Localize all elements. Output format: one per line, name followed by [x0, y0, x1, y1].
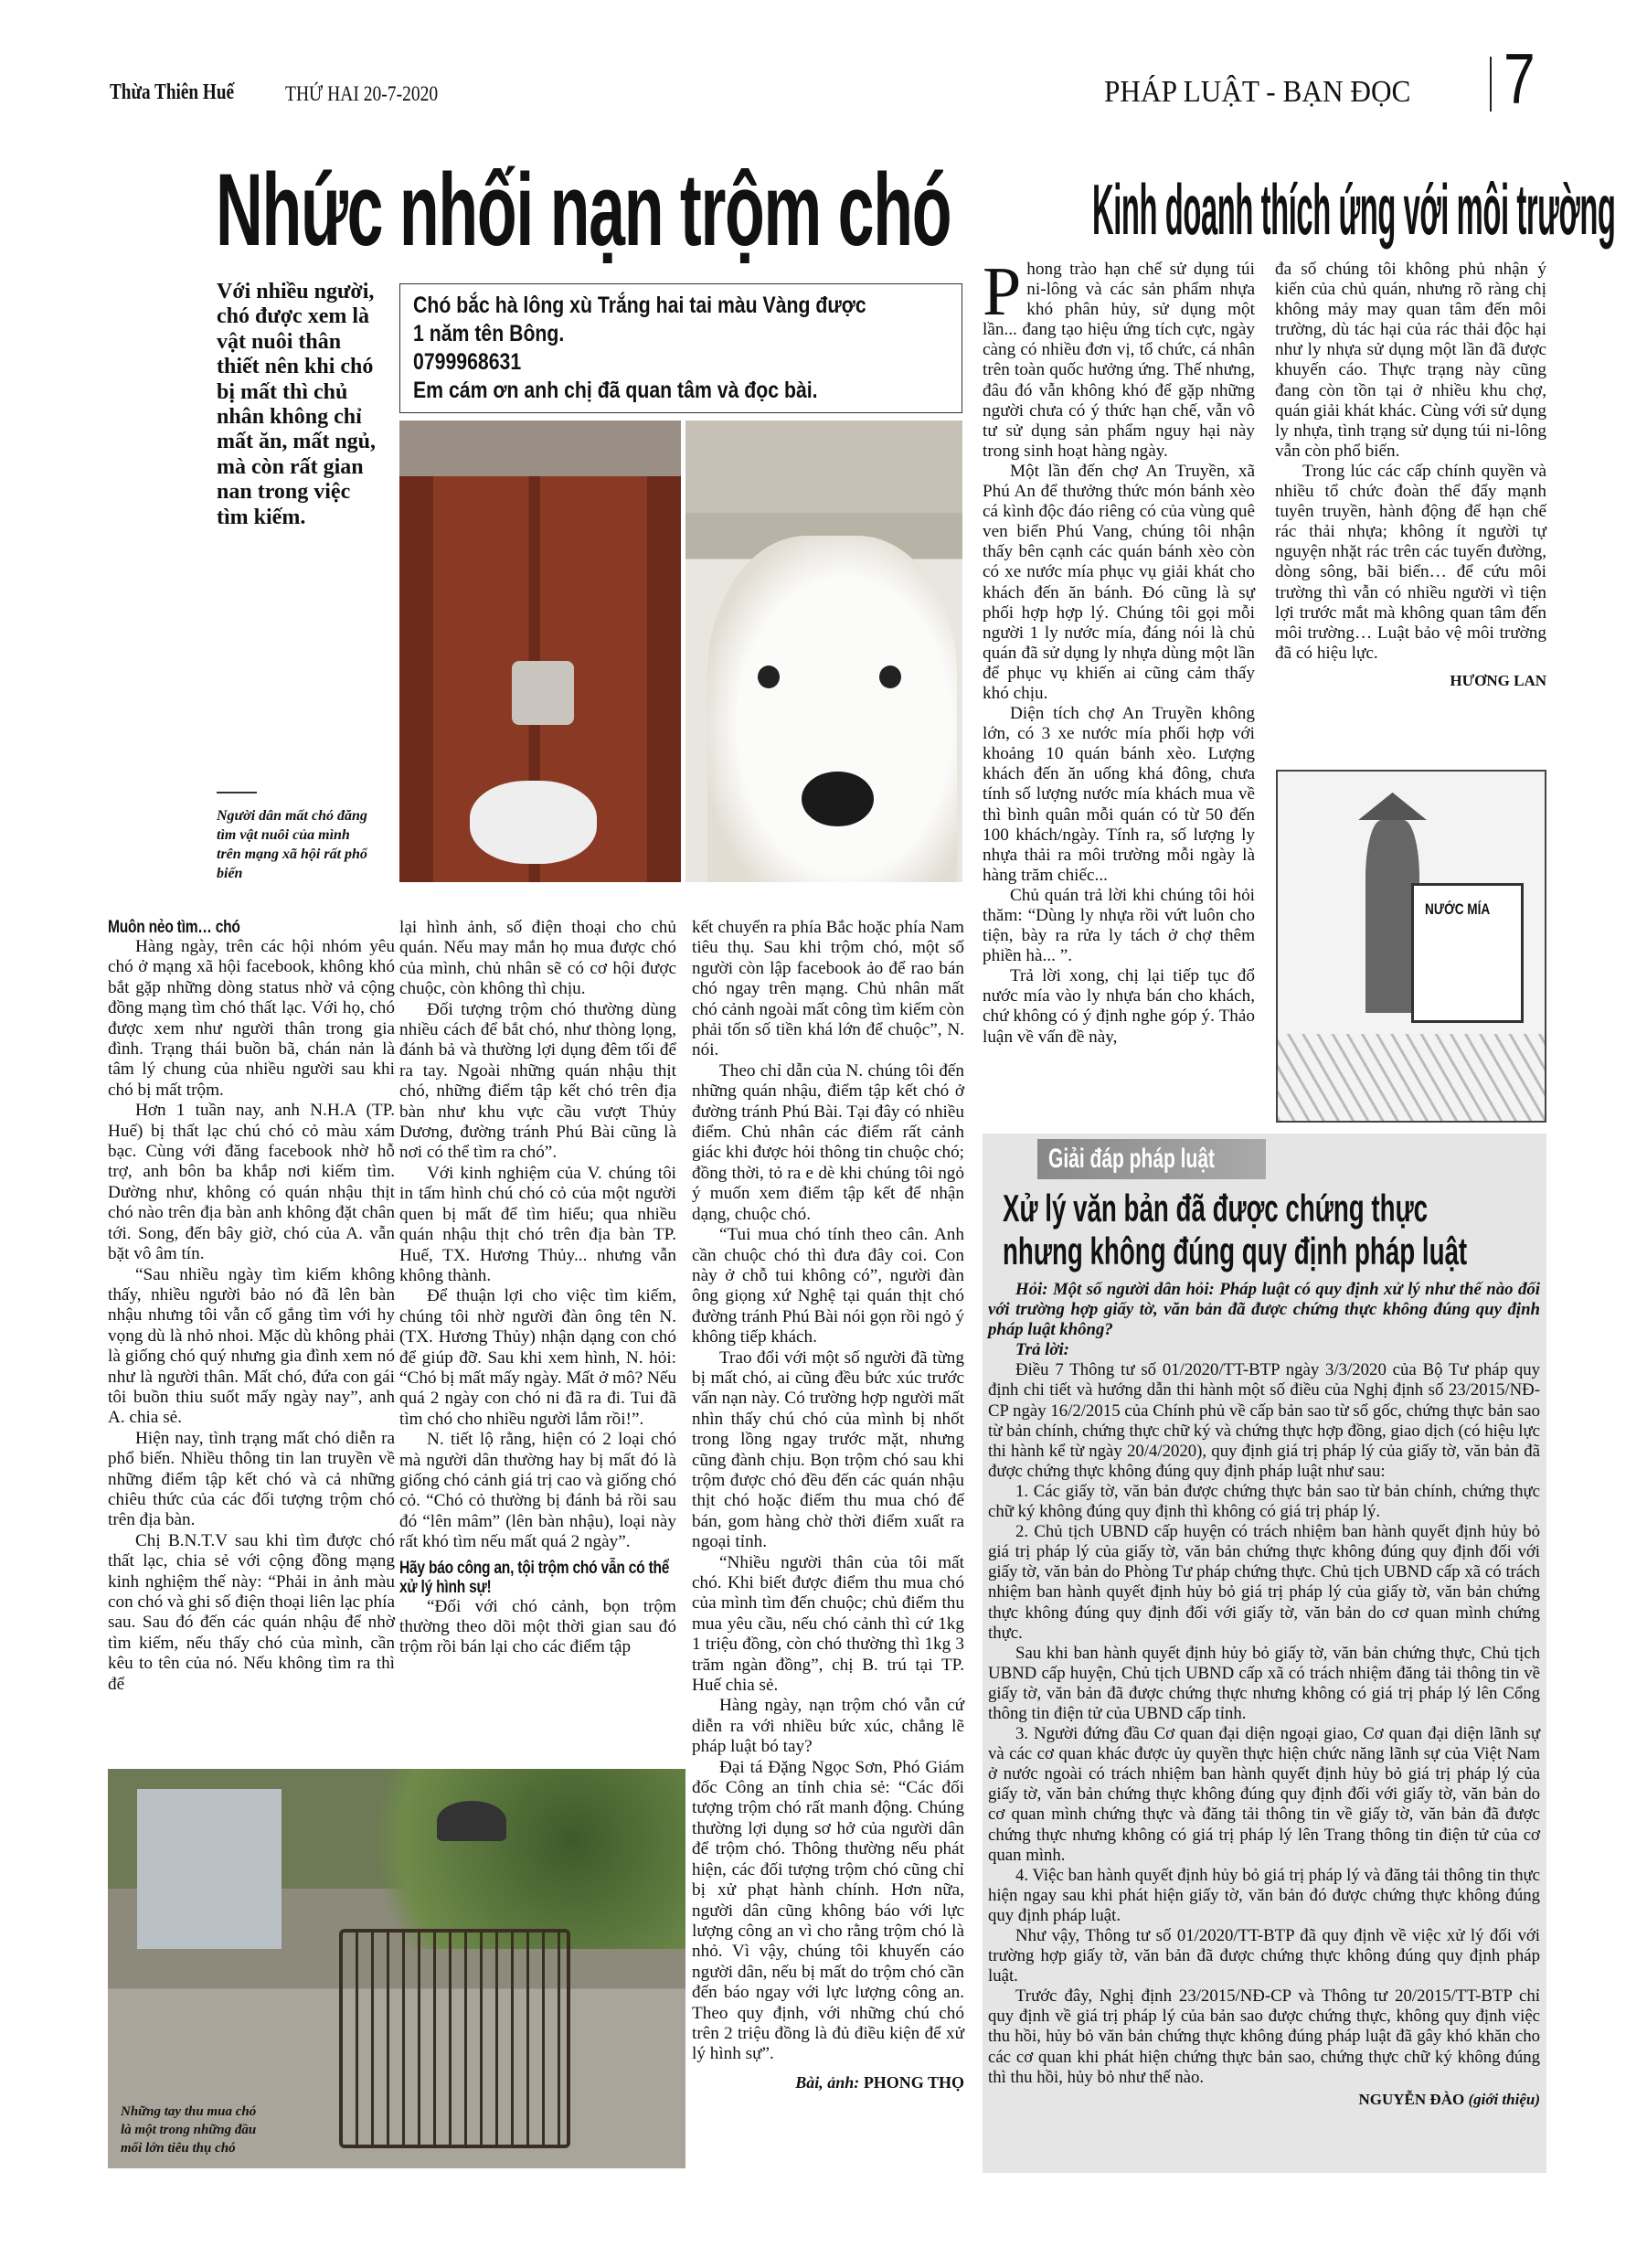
notice-line: Chó bắc hà lông xù Trắng hai tai màu Vàng được [413, 293, 866, 318]
paragraph: 3. Người đứng đầu Cơ quan đại diện ngoại giao, Cơ quan đại diện lãnh sự và các cơ quan khác được ủy quyền thực hiện chức năng lãnh sự của Việt Nam ở nước ngoài có trách nhiệm ban hành quyết định hủy bỏ giá trị pháp lý của giấy tờ, văn bản chứng thực không đúng quy định đối với giấy tờ, văn bản do cơ quan mình chứng thực và đăng tải thông tin về giấy tờ, văn bản đã được chứng thực nhưng không có giá trị pháp lý lên Trang thông tin điện tử của cơ quan mình. [988, 1724, 1540, 1865]
byline-name: NGUYỄN ĐÀO [1358, 2090, 1465, 2108]
paragraph: “Đối với chó cảnh, bọn trộm thường theo dõi một thời gian sau đó trộm rồi bán lại cho các điểm tập [399, 1596, 676, 1657]
page-number: 7 [1504, 38, 1535, 119]
paragraph: “Tui mua chó tính theo cân. Anh cần chuộc chó thì đưa đây coi. Con này ở chỗ tui không có”, người đàn ông giọng xứ Nghệ tại quán thịt chó đường tránh Phú Bài nói gọn rồi ngỏ ý không tiếp khách. [692, 1225, 964, 1347]
photo-dog-door [399, 421, 681, 882]
article-headline: Nhức nhối nạn trộm chó [216, 153, 951, 267]
header-date: THỨ HAI 20-7-2020 [285, 82, 439, 105]
legal-body [988, 1280, 1540, 2110]
caption-rule [217, 792, 257, 793]
paragraph: Trả lời xong, chị lại tiếp tục đổ nước mía vào ly nhựa bán cho khách, chứ không có ý định nghe góp ý. Thảo luận về vấn đề này, [983, 966, 1255, 1047]
legal-answer-label: Trả lời: [1015, 1340, 1069, 1360]
paragraph: lại hình ảnh, số điện thoại cho chủ quán. Nếu may mắn họ mua được chó của mình, chủ nhân sẽ có cơ hội được chuộc, còn không thì chịu. [399, 918, 676, 999]
paragraph: “Sau nhiều ngày tìm kiếm không thấy, nhiều người bảo nó đã lên bàn nhậu nhưng tôi vẫn cố gắng tìm với hy vọng dù là nhỏ nhoi. Mặc dù không phải là giống chó quý nhưng gia đình xem nó như là người thân. Mất chó, đứa con gái tôi buồn thiu suốt mấy ngày nay”, anh A. chia sẻ. [108, 1264, 395, 1428]
paragraph: Để thuận lợi cho việc tìm kiếm, chúng tôi nhờ người đàn ông tên N. (TX. Hương Thủy) nhận dạng con chó để giúp đỡ. Sau khi xem hình, N. hỏi: “Chó bị mất mấy ngày. Mất ở mô? Nếu quá 2 ngày con chó ni đã ra đi. Tui đã tìm chó cho nhiều người lắm rồi!”. [399, 1286, 676, 1429]
paragraph: Chủ quán trả lời khi chúng tôi hỏi thăm: “Dùng ly nhựa rồi vứt luôn cho tiện, bày ra rửa ly tách ở chợ thêm phiền hà... ”. [983, 885, 1255, 966]
notice-line: 1 năm tên Bông. [413, 321, 565, 346]
notice-line: Em cám ơn anh chị đã quan tâm và đọc bài. [413, 378, 818, 403]
legal-question: Hỏi: Một số người dân hỏi: Pháp luật có quy định xử lý như thế nào đối với trường hợp giấy tờ, văn bản đã được chứng thực không đúng quy định pháp luật không? [988, 1280, 1540, 1340]
paragraph: Như vậy, Thông tư số 01/2020/TT-BTP đã quy định về việc xử lý đối với trường hợp giấy tờ, văn bản đã được chứng thực không đúng quy định pháp luật. [988, 1926, 1540, 1986]
paragraph: Diện tích chợ An Truyền không lớn, có 3 xe nước mía phối hợp với khoảng 10 quán bánh xèo. Lượng khách đến ăn uống khá đông, chưa tính số lượng nước mía khách mua về thì bình quân mỗi quán có từ 50 đến 100 khách/ngày. Tính ra, số lượng ly nhựa thải ra môi trường mỗi ngày là hàng trăm chiếc... [983, 704, 1255, 885]
paragraph: N. tiết lộ rằng, hiện có 2 loại chó mà người dân thường hay bị mất đó là giống chó cảnh giá trị cao và giống chó cỏ. “Chó cỏ thường bị đánh bả rồi sau đó “lên mâm” (lên bàn nhậu), loại này rất khó tìm nếu mất quá 2 ngày”. [399, 1430, 676, 1552]
header-divider [1490, 57, 1492, 112]
legal-title-line: Xử lý văn bản đã được chứng thực [1003, 1187, 1429, 1230]
photo-white-dog [685, 421, 962, 882]
byline-note: (giới thiệu) [1468, 2090, 1540, 2108]
paragraph: Trong lúc các cấp chính quyền và nhiều tổ chức đoàn thể đẩy mạnh tuyên truyền, hành động để hạn chế rác thải nhựa; không ít người tự nguyện nhặt rác trên các tuyến đường, dòng sông, bãi biển… để cứu môi trường thì vẫn có nhiều người vì tiện lợi trước mắt mà không quan tâm đến môi trường… Luật bảo vệ môi trường đã có hiệu lực. [1275, 461, 1546, 663]
paragraph: đa số chúng tôi không phủ nhận ý kiến của chủ quán, nhưng rõ ràng chị không mảy may quan tâm đến môi trường, dù tác hại của rác thải độc hại như ly nhựa sử dụng một lần đã được khuyến cáo. Thực trạng này cũng đang còn tồn tại ở nhiều khu chợ, quán giải khát khác. Cùng với sử dụng ly nhựa, tình trạng sử dụng túi ni-lông vẫn còn phổ biến. [1275, 260, 1546, 461]
paragraph: Chị B.N.T.V sau khi tìm được chó thất lạc, chia sẻ với cộng đồng mạng kinh nghiệm thế này: “Phải in ảnh màu con chó và ghi số điện thoại liên lạc phía sau. Sau đó đến các quán nhậu để nhờ tìm kiếm, nếu thấy chó của mình, cần kêu to tên của nó. Nếu không tìm ra thì để [108, 1530, 395, 1694]
legal-label-text: Giải đáp pháp luật [1048, 1144, 1216, 1174]
lost-dog-notice [399, 283, 962, 413]
paragraph: Đối tượng trộm chó thường dùng nhiều cách để bắt chó, như thòng lọng, đánh bả và thường lợi dụng đêm tối để ra tay. Ngoài những quán nhậu thịt chó, những điểm tập kết chó trên địa bàn như khu vực cầu vượt Thủy Dương, đường tránh Phú Bài cũng là nơi có thể tìm ra chó”. [399, 999, 676, 1163]
paragraph: Điều 7 Thông tư số 01/2020/TT-BTP ngày 3/3/2020 của Bộ Tư pháp quy định chi tiết và hướng dẫn thi hành một số điều của Nghị định số 23/2015/NĐ-CP ngày 16/2/2015 của Chính phủ về cấp bản sao từ sổ gốc, chứng thực bản sao từ bản chính, chứng thực chữ ký và chứng thực hợp đồng, giao dịch (có hiệu lực thi hành kể từ ngày 20/4/2020), quy định giá trị pháp lý của giấy tờ, văn bản đã được chứng thực không đúng quy định pháp luật như sau: [988, 1360, 1540, 1481]
article-sapo: Với nhiều người, chó được xem là vật nuôi thân thiết nên khi chó bị mất thì chủ nhân không chỉ mất ăn, mất ngủ, mà còn rất gian nan trong việc tìm kiếm. [217, 280, 377, 529]
subheading: Muôn nẻo tìm… chó [108, 918, 240, 937]
header-section: PHÁP LUẬT - BẠN ĐỌC [1104, 75, 1411, 109]
cartoon-sugarcane-stall [1276, 770, 1546, 1123]
paragraph: “Nhiều người thân của tôi mất chó. Khi biết được điểm thu mua chó của mình tìm đến chuộc; chủ điểm thu mua yêu cầu, nếu chó cảnh thì cứ 1kg 1 triệu đồng, còn chó thường thì 1kg 3 trăm ngàn đồng”, chị B. trú tại TP. Huế chia sẻ. [692, 1552, 964, 1696]
legal-title [1003, 1187, 1467, 1272]
legal-byline [988, 2090, 1540, 2110]
paragraph: Trao đổi với một số người đã từng bị mất chó, ai cũng đều bức xúc trước vấn nạn này. Có trường hợp người mất nhìn thấy chú chó của mình bị nhốt trong lồng ngay trước mặt, nhưng cũng đành chịu. Bọn trộm chó sau khi trộm được chó đều đến các quán nhậu thịt chó hoặc điểm thu mua chó để bán, gom hàng chờ thời điểm xuất ra ngoại tỉnh. [692, 1347, 964, 1552]
byline-name: PHONG THỌ [863, 2072, 964, 2092]
paragraph: 4. Việc ban hành quyết định hủy bỏ giá trị pháp lý và đăng tải thông tin thực hiện ngay sau khi phát hiện giấy tờ, văn bản đó được chứng thực không đúng quy định pháp luật. [988, 1865, 1540, 1925]
header-paper-name: Thừa Thiên Huế [110, 80, 235, 104]
paragraph: Hơn 1 tuần nay, anh N.H.A (TP. Huế) bị thất lạc chú chó cỏ màu xám bạc. Cùng với đăng facebook nhờ hỗ trợ, anh bôn ba khắp nơi kiếm tìm. Dường như, không có quán nhậu thịt chó nào trên địa bàn anh không đặt chân tới. Song, đến bây giờ, chó của A. vẫn bặt vô âm tín. [108, 1101, 395, 1264]
article2-byline: HƯƠNG LAN [1450, 671, 1546, 689]
photo-dog-trader [108, 1769, 685, 2168]
paragraph: 1. Các giấy tờ, văn bản được chứng thực bản sao từ bản chính, chứng thực chữ ký không đúng quy định thì không có giá trị pháp lý. [988, 1481, 1540, 1522]
paragraph: Với kinh nghiệm của V. chúng tôi in tấm hình chú chó cỏ của một người quen bị mất để tìm hiểu; qua nhiều quán nhậu thịt chó trên địa bàn TP. Huế, TX. Hương Thủy... nhưng vẫn không thành. [399, 1163, 676, 1285]
paragraph: Một lần đến chợ An Truyền, xã Phú An để thưởng thức món bánh xèo cá kình độc đáo riêng có của vùng quê ven biển Phú Vang, chúng tôi nhận thấy bên cạnh các quán bánh xèo còn có xe nước mía phục vụ giải khát cho khách đến ăn bánh. Đó cũng là sự phối hợp hợp lý. Chúng tôi gọi mỗi người 1 ly nước mía, đáng nói là chủ quán đã sử dụng ly nhựa dùng một lần để phục vụ khiến ai cũng cảm thấy khó chịu. [983, 461, 1255, 703]
article-column-3 [692, 918, 964, 2092]
article2-column-2 [1275, 260, 1546, 691]
article-byline [692, 2072, 964, 2092]
legal-section-label [1037, 1139, 1266, 1179]
paragraph: Trước đây, Nghị định 23/2015/NĐ-CP và Thông tư 20/2015/TT-BTP chỉ quy định về giá trị pháp lý của bản sao được chứng thực, không quy định việc thu hồi, hủy bỏ văn bản chứng thực không đúng pháp luật đã gây khó khăn cho các cơ quan khi phát hiện chứng thực bản sao, chứng thực chữ ký không đúng thì thu hồi, hủy bỏ như thế nào. [988, 1986, 1540, 2087]
byline-label: Bài, ảnh: [795, 2072, 860, 2092]
paragraph: Hiện nay, tình trạng mất chó diễn ra phổ biến. Nhiều thông tin lan truyền về những điểm tập kết chó và cả những chiêu thức của các đối tượng trộm chó trên địa bàn. [108, 1428, 395, 1530]
paragraph: Sau khi ban hành quyết định hủy bỏ giấy tờ, văn bản chứng thực, Chủ tịch UBND cấp huyện, Chủ tịch UBND cấp xã có trách nhiệm đăng tải thông tin về giấy tờ, văn bản đã được chứng thực nhưng không có giá trị pháp lý lên Cổng thông tin điện tử của UBND cấp tỉnh. [988, 1643, 1540, 1723]
paragraph: 2. Chủ tịch UBND cấp huyện có trách nhiệm ban hành quyết định hủy bỏ giá trị pháp lý của giấy tờ, văn bản chứng thực không đúng quy định đối với giấy tờ, văn bản do Phòng Tư pháp chứng thực. Chủ tịch UBND cấp xã có trách nhiệm ban hành quyết định hủy bỏ giá trị pháp lý của giấy tờ, văn bản chứng thực không đúng quy định đối với giấy tờ, văn bản do cơ quan mình chứng thực. [988, 1522, 1540, 1643]
article2-column-1 [983, 253, 1255, 1048]
paragraph: hong trào hạn chế sử dụng túi ni-lông và các sản phẩm nhựa khó phân hủy, sử dụng một lần... đang tạo hiệu ứng tích cực, ngày càng có nhiều đơn vị, tổ chức, cá nhân trên toàn quốc hưởng ứng. Thế nhưng, đâu đó vẫn không khó để gặp những người chưa có ý thức hạn chế, vẫn vô tư sử dụng sản phẩm nguy hại này trong sinh hoạt hàng ngày. [983, 260, 1255, 461]
paragraph: kết chuyển ra phía Bắc hoặc phía Nam tiêu thụ. Sau khi trộm chó, một số người còn lập facebook ảo để rao bán chó ngay trên mạng. Chủ nhân mất chó cảnh ngoài mất công tìm kiếm còn phải tốn số tiền khá lớn để chuộc”, N. nói. [692, 918, 964, 1060]
article-column-2 [399, 918, 676, 1658]
subheading: Hãy báo công an, tội trộm chó vẫn có thể xử lý hình sự! [399, 1558, 670, 1597]
legal-title-line: nhưng không đúng quy định pháp luật [1003, 1230, 1468, 1272]
notice-phone: 0799968631 [413, 349, 522, 375]
article-column-1 [108, 918, 395, 1695]
dropcap: P [983, 253, 1022, 330]
paragraph: Đại tá Đặng Ngọc Sơn, Phó Giám đốc Công an tỉnh chia sẻ: “Các đối tượng trộm chó rất manh động. Chúng thường lợi dụng sơ hở của người dân để trộm chó. Thông thường nếu phát hiện, các đối tượng trộm chó cũng chỉ bị xử phạt hành chính. Hơn nữa, người dân cũng không báo với lực lượng công an vì cho rằng trộm chó là nhỏ. Vì vậy, chúng tôi khuyến cáo người dân, nếu bị mất do trộm chó cần đến báo ngay với lực lượng công an. Theo quy định, với những chú chó trên 2 triệu đồng là đủ điều kiện để xử lý hình sự”. [692, 1757, 964, 2064]
photo-caption: Người dân mất chó đăng tìm vật nuôi của mình trên mạng xã hội rất phổ biến [217, 808, 367, 881]
paragraph: Hàng ngày, trên các hội nhóm yêu chó ở mạng xã hội facebook, không khó bắt gặp những dòng status nhờ vả cộng đồng mạng tìm chó thất lạc. Với họ, chó được xem như người thân trong gia đình. Trạng thái buồn bã, chán nản là tâm lý chung của nhiều người sau khi chó bị mất trộm. [108, 937, 395, 1100]
paragraph: Theo chỉ dẫn của N. chúng tôi đến những quán nhậu, điểm tập kết chó ở đường tránh Phú Bài. Tại đây có nhiều điểm. Chủ nhân các điểm rất cảnh giác khi được hỏi thông tin chuộc chó; đồng thời, tỏ ra e dè khi chúng tôi ngỏ ý muốn xem điểm tập kết để nhận dạng, chuộc chó. [692, 1060, 964, 1224]
cartoon-sign: NƯỚC MÍA [1424, 900, 1490, 919]
photo-caption: Những tay thu mua chó là một trong những đầu mối lớn tiêu thụ chó [121, 2104, 257, 2156]
article2-headline: Kinh doanh thích ứng với môi trường [1092, 169, 1616, 250]
paragraph: Hàng ngày, nạn trộm chó vẫn cứ diễn ra với nhiều bức xúc, chẳng lẽ pháp luật bó tay? [692, 1696, 964, 1757]
legal-qa-box [983, 1134, 1546, 2173]
